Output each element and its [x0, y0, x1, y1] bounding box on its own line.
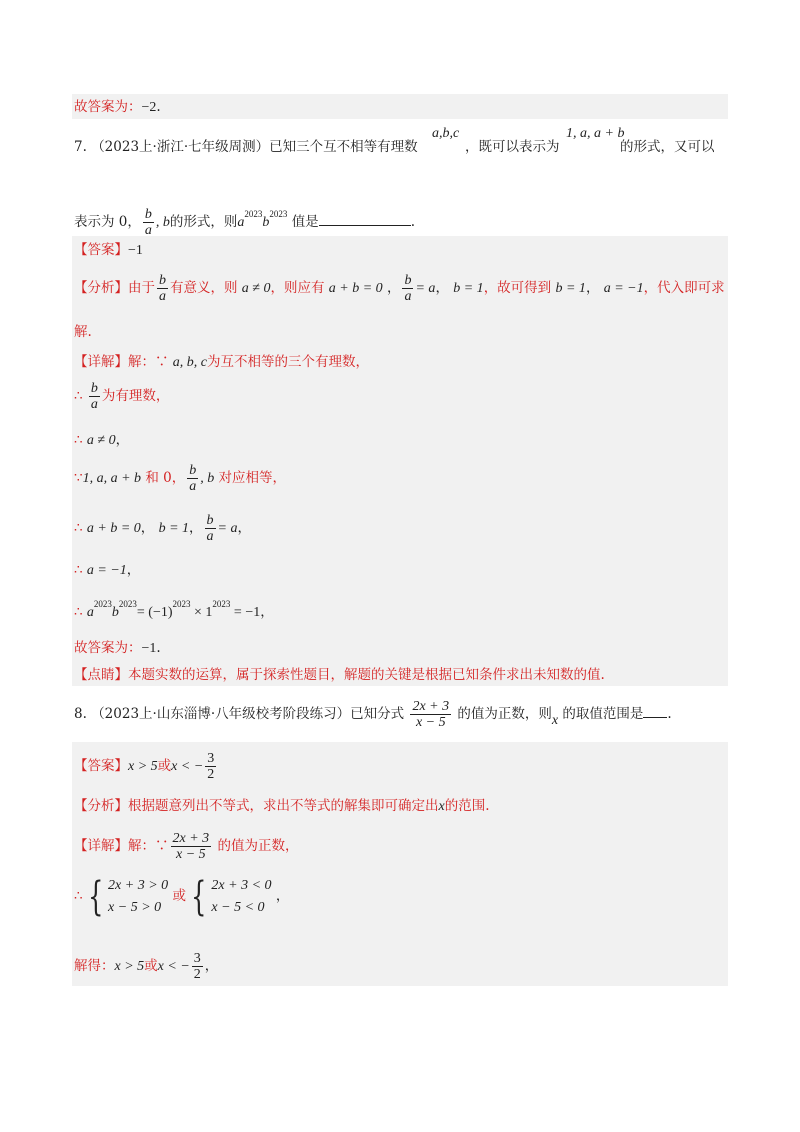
analysis-text: 有意义，则 [170, 280, 238, 296]
detail-text: 为有理数， [101, 388, 170, 404]
comma: ， [204, 958, 219, 974]
conclusion-prefix: 故答案为： [74, 99, 142, 115]
inequality: 2x + 3 < 0 [211, 877, 272, 893]
comma: ， [115, 432, 130, 448]
rhs: = (−1) [136, 605, 173, 620]
solve-fraction [192, 951, 203, 982]
analysis-label: 【分析】 [74, 280, 128, 296]
fraction-denominator: 2 [193, 967, 201, 982]
therefore-symbol: ∴ [74, 520, 83, 536]
answer-fraction [205, 751, 216, 782]
previous-conclusion [74, 97, 161, 118]
conclusion-prefix: 故答案为： [74, 640, 142, 656]
exponent: 2023 [93, 599, 112, 609]
answer-math: x > 5 [128, 759, 158, 774]
q7-point [74, 665, 605, 685]
detail-math: , b [200, 471, 215, 486]
expr-b: b [111, 605, 119, 620]
detail-math [86, 599, 261, 620]
analysis-text: 的范围. [444, 798, 490, 814]
detail-math: a + b = 0 [86, 521, 141, 536]
point-label: 【点睛】 [74, 667, 128, 683]
times: × 1 [190, 605, 213, 620]
fraction-denominator: a [144, 223, 152, 238]
q7-answer [74, 240, 143, 261]
q7-analysis [74, 268, 725, 309]
fraction-denominator: x − 5 [171, 846, 212, 862]
fraction-numerator: b [144, 207, 152, 222]
analysis-text: ，代入即可求 [643, 280, 725, 296]
detail-math: a = −1 [86, 563, 127, 578]
fraction-numerator: b [189, 463, 197, 478]
analysis-math: a + b = 0 [328, 281, 383, 296]
comma: ， [140, 520, 155, 536]
q7-detail-line3 [74, 430, 129, 451]
result: = −1 [230, 605, 261, 620]
answer-label: 【答案】 [74, 758, 128, 774]
solve-math: x > 5 [114, 959, 145, 974]
q8-solve [74, 946, 218, 987]
q7-detail-line7 [74, 594, 274, 623]
fraction-denominator: a [159, 289, 166, 304]
q7-detail-line5 [74, 508, 251, 549]
q8-answer [74, 746, 218, 787]
q8-text1: 已知分式 [350, 706, 405, 722]
detail-fraction [205, 513, 216, 544]
therefore-symbol: ∴ [74, 888, 83, 904]
period: . [667, 706, 672, 722]
fraction-numerator: b [206, 513, 214, 528]
fraction-numerator: b [404, 273, 412, 288]
comma: ， [585, 280, 600, 296]
detail-text: 解：∵ [128, 838, 169, 854]
answer-math: x < − [171, 759, 204, 774]
expr-a: a [237, 215, 245, 230]
fraction-denominator: a [90, 397, 98, 412]
detail-math: = a [217, 521, 238, 536]
inequality: x − 5 > 0 [108, 899, 162, 915]
detail-math: b = 1 [158, 521, 190, 536]
detail-fraction [187, 463, 198, 494]
fraction-denominator: x − 5 [410, 714, 451, 730]
q7-detail-line6 [74, 560, 140, 581]
comma: ， [189, 520, 203, 536]
q8-text2: 的值为正数，则 [457, 706, 552, 722]
inequality: 2x + 3 > 0 [108, 877, 169, 893]
inequality-system-2 [211, 875, 271, 919]
therefore-symbol: ∴ [74, 388, 83, 404]
answer-value: −1 [128, 243, 143, 258]
fraction-numerator: 2x + 3 [172, 831, 210, 846]
q8-number: 8. [74, 706, 87, 722]
analysis-fraction [402, 273, 413, 304]
analysis-text: 由于 [128, 280, 155, 296]
previous-solution-panel [72, 94, 728, 119]
detail-text: 的值为正数， [217, 838, 299, 854]
fraction-numerator: 3 [207, 751, 215, 766]
q7-text1: 已知三个互不相等有理数 [269, 139, 418, 155]
comma: ， [237, 520, 251, 536]
expr-b: b [262, 215, 270, 230]
analysis-text: 根据题意列出不等式，求出不等式的解集即可确定出 [128, 798, 439, 814]
answer-label: 【答案】 [74, 242, 128, 258]
inequality-system-1 [108, 875, 168, 919]
therefore-symbol: ∴ [74, 562, 83, 578]
period: . [156, 99, 161, 115]
analysis-math: b = 1 [453, 281, 484, 296]
point-text: 本题实数的运算，属于探索性题目，解题的关键是根据已知条件求出未知数的值. [128, 667, 605, 683]
q7-source: （2023上·浙江·七年级周测） [91, 139, 270, 155]
analysis-math: = a [415, 281, 436, 296]
q7-conclusion [74, 638, 161, 659]
q7-expr [237, 209, 288, 230]
detail-text: 为互不相等的三个有理数， [207, 354, 370, 370]
q7-fraction [143, 207, 154, 238]
comma: ， [386, 280, 401, 296]
comma: ， [126, 562, 141, 578]
fraction-numerator: 2x + 3 [412, 699, 450, 714]
q8-fraction [410, 699, 451, 730]
detail-label: 【详解】 [74, 354, 128, 370]
left-brace: { [87, 873, 103, 920]
comma: ， [260, 604, 274, 620]
therefore-symbol: ∴ [74, 432, 83, 448]
analysis-math: a = −1 [603, 281, 644, 296]
detail-label: 【详解】 [74, 838, 128, 854]
q7-stem-line2 [74, 194, 415, 243]
analysis-math: a ≠ 0 [241, 281, 271, 296]
fraction-numerator: b [159, 273, 166, 288]
detail-math: a, b, c [172, 355, 208, 370]
exponent: 2023 [269, 209, 288, 219]
fraction-denominator: a [206, 529, 214, 544]
fraction-numerator: b [90, 381, 98, 396]
q8-source: （2023上·山东淄博·八年级校考阶段练习） [91, 706, 351, 722]
q7-text5: , b [155, 215, 170, 230]
detail-math: a ≠ 0 [86, 433, 116, 448]
q7-stem-line1 [74, 137, 418, 157]
period: . [410, 214, 415, 230]
q7-detail-line1 [74, 352, 369, 373]
q8-text3: 的取值范围是 [562, 706, 644, 722]
q7-text4: 表示为 0， [74, 214, 141, 230]
q8-var: x [551, 713, 559, 728]
detail-math: 1, a, a + b [82, 471, 142, 486]
conclusion-value: −1 [141, 641, 157, 656]
fraction-denominator: a [189, 479, 197, 494]
exponent: 2023 [118, 599, 137, 609]
q7-text2: ，既可以表示为 [465, 139, 560, 155]
period: . [156, 640, 161, 656]
fraction-denominator: 2 [207, 767, 215, 782]
inequality: x − 5 < 0 [211, 899, 265, 915]
q8-stem [74, 694, 672, 735]
answer-blank [319, 211, 411, 226]
q7-analysis-cont: 解. [74, 324, 92, 340]
left-brace: { [191, 873, 207, 920]
comma: ， [435, 280, 449, 296]
or-text: 或 [157, 758, 172, 774]
fraction-denominator: a [404, 289, 412, 304]
because-symbol: ∵ [74, 470, 83, 486]
analysis-text: ，则应有 [270, 280, 325, 296]
q7-number: 7. [74, 139, 87, 155]
detail-text: 和 0， [145, 470, 186, 486]
detail-fraction [171, 831, 212, 862]
exponent: 2023 [172, 599, 191, 609]
detail-fraction [89, 381, 100, 412]
comma: ， [275, 888, 290, 904]
q7-text7: 值是 [291, 214, 319, 230]
fraction-numerator: 3 [193, 951, 201, 966]
q7-detail-line2 [74, 376, 169, 416]
q8-detail-line1 [74, 826, 298, 866]
q8-analysis [74, 796, 490, 817]
exponent: 2023 [212, 599, 231, 609]
analysis-math: x [438, 799, 445, 814]
q7-text6: 的形式，则 [169, 214, 238, 230]
analysis-label: 【分析】 [74, 798, 128, 814]
conclusion-value: −2 [141, 100, 157, 115]
solve-math: x < − [157, 959, 190, 974]
exponent: 2023 [244, 209, 263, 219]
or-text: 或 [144, 958, 158, 974]
q7-vars: a,b,c [432, 126, 460, 141]
detail-text: 对应相等， [218, 470, 287, 486]
q8-detail-system [74, 872, 289, 920]
analysis-text: ，故可得到 [483, 280, 552, 296]
solve-label: 解得： [74, 958, 115, 974]
analysis-fraction [157, 273, 168, 304]
expr-a: a [86, 605, 94, 620]
or-text: 或 [172, 888, 186, 904]
q7-detail-line4 [74, 458, 286, 499]
q7-text3: 的形式，又可以 [620, 139, 715, 155]
detail-text: 解：∵ [128, 354, 169, 370]
q7-set1: 1, a, a + b [566, 126, 625, 141]
answer-blank [643, 703, 667, 718]
analysis-math: b = 1 [555, 281, 586, 296]
therefore-symbol: ∴ [74, 604, 83, 620]
